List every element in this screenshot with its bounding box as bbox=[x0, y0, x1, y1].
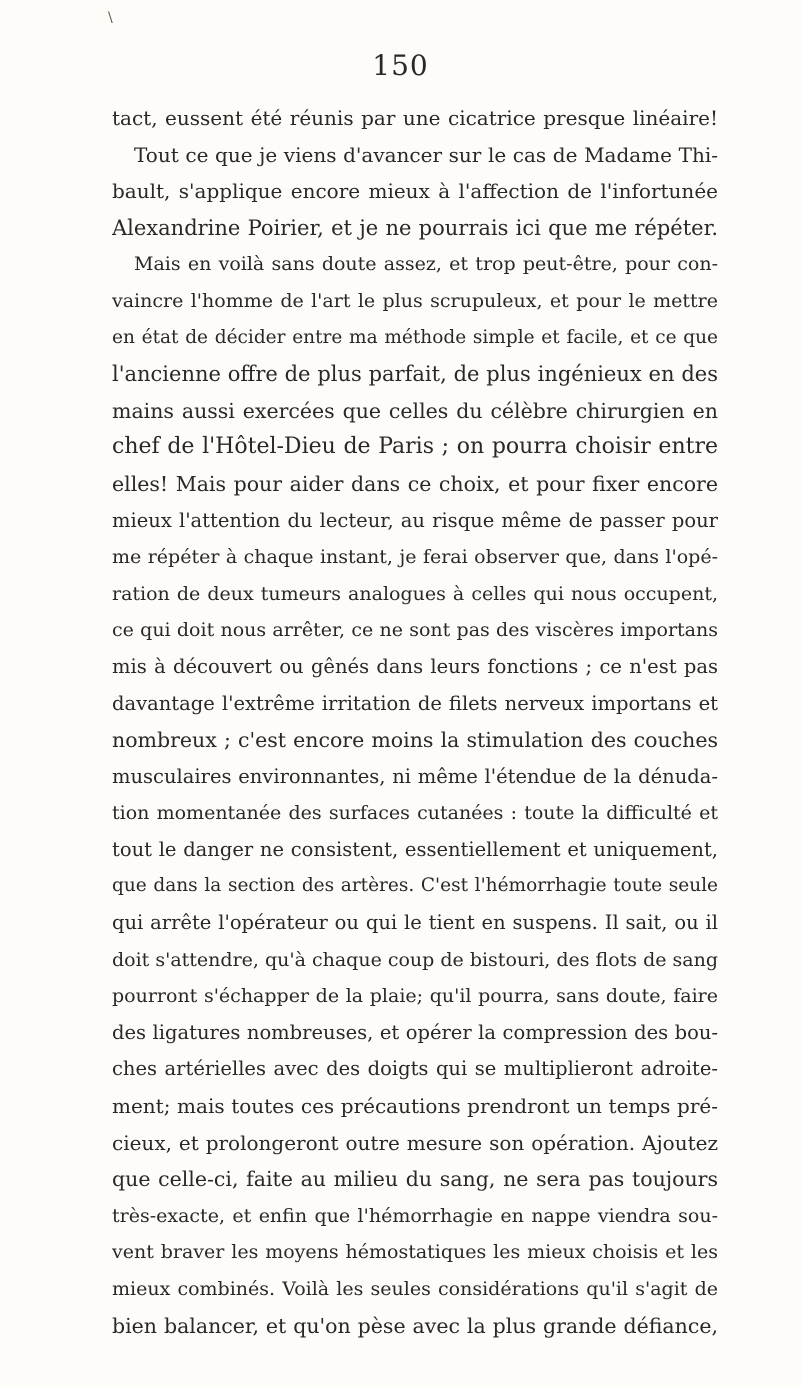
text-line: mieux combinés. Voilà les seules considérations qu'il s'agit de bbox=[112, 1278, 718, 1300]
text-line: bault, s'applique encore mieux à l'affection de l'infortunée bbox=[112, 179, 718, 204]
page-number: 150 bbox=[372, 49, 429, 82]
text-line: nombreux ; c'est encore moins la stimulation des couches bbox=[112, 728, 718, 753]
text-line: ment; mais toutes ces précautions prendront un temps pré- bbox=[112, 1094, 718, 1119]
text-line: en état de décider entre ma méthode simple et facile, et ce que bbox=[112, 326, 718, 348]
text-line: elles! Mais pour aider dans ce choix, et pour fixer encore bbox=[112, 471, 718, 496]
text-line: l'ancienne offre de plus parfait, de plus ingénieux en des bbox=[112, 362, 718, 387]
text-line: vaincre l'homme de l'art le plus scrupuleux, et pour le mettre bbox=[112, 289, 718, 312]
text-line: qui arrête l'opérateur ou qui le tient en suspens. Il sait, ou il bbox=[112, 911, 718, 935]
text-line: mis à découvert ou gênés dans leurs fonctions ; ce n'est pas bbox=[112, 654, 718, 678]
text-line: tion momentanée des surfaces cutanées : toute la difficulté et bbox=[112, 802, 718, 825]
text-line: très-exacte, et enfin que l'hémorrhagie en nappe viendra sou- bbox=[112, 1204, 718, 1227]
text-line: Alexandrine Poirier, et je ne pourrais ici que me répéter. bbox=[112, 215, 718, 240]
text-line: cieux, et prolongeront outre mesure son opération. Ajoutez bbox=[112, 1130, 718, 1155]
text-line: Mais en voilà sans doute assez, et trop peut-être, pour con- bbox=[134, 253, 718, 276]
text-line: ration de deux tumeurs analogues à celles qui nous occupent, bbox=[112, 582, 718, 605]
text-line: pourront s'échapper de la plaie; qu'il pourra, sans doute, faire bbox=[112, 985, 718, 1008]
text-line: Tout ce que je viens d'avancer sur le cas de Madame Thi- bbox=[134, 142, 718, 167]
text-line: chef de l'Hôtel-Dieu de Paris ; on pourra choisir entre bbox=[112, 434, 718, 460]
text-line: davantage l'extrême irritation de filets nerveux importans et bbox=[112, 691, 718, 715]
text-line: ches artérielles avec des doigts qui se multiplieront adroite- bbox=[112, 1057, 718, 1081]
text-line: que celle-ci, faite au milieu du sang, ne sera pas toujours bbox=[112, 1167, 718, 1192]
text-line: me répéter à chaque instant, je ferai observer que, dans l'opé- bbox=[112, 546, 718, 569]
text-line: bien balancer, et qu'on pèse avec la plus grande défiance, bbox=[112, 1313, 718, 1338]
text-line: tout le danger ne consistent, essentiellement et uniquement, bbox=[112, 837, 718, 861]
text-line: mains aussi exercées que celles du célèbre chirurgien en bbox=[112, 398, 718, 423]
text-line: doit s'attendre, qu'à chaque coup de bistouri, des flots de sang bbox=[112, 948, 718, 971]
corner-mark: \ bbox=[108, 10, 113, 26]
text-line: que dans la section des artères. C'est l'hémorrhagie toute seule bbox=[112, 875, 718, 897]
text-line: vent braver les moyens hémostatiques les mieux choisis et les bbox=[112, 1241, 718, 1264]
body-text bbox=[112, 100, 718, 1344]
text-line: des ligatures nombreuses, et opérer la compression des bou- bbox=[112, 1020, 718, 1044]
text-line: musculaires environnantes, ni même l'étendue de la dénuda- bbox=[112, 764, 718, 788]
text-line: tact, eussent été réunis par une cicatrice presque linéaire! bbox=[112, 106, 718, 130]
text-line: mieux l'attention du lecteur, au risque même de passer pour bbox=[112, 508, 718, 532]
text-line: ce qui doit nous arrêter, ce ne sont pas des viscères importans bbox=[112, 619, 718, 642]
